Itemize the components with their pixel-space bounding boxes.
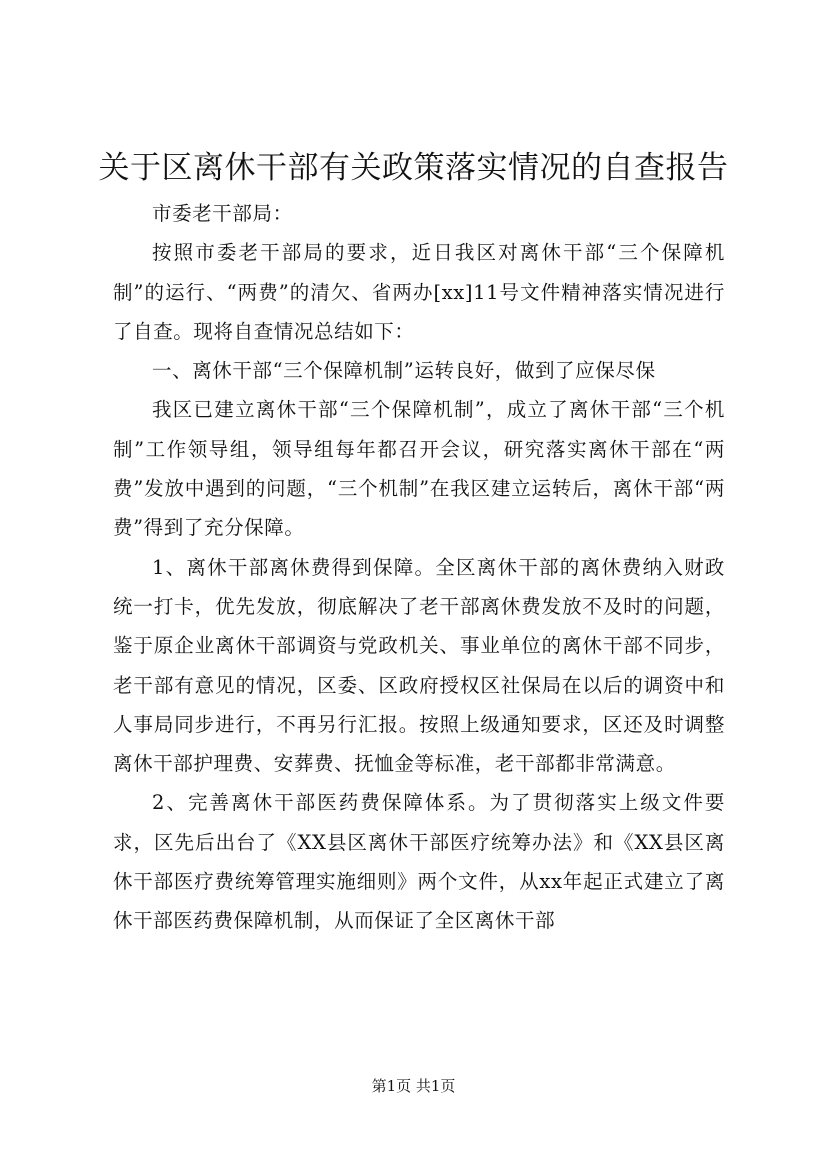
paragraph-mechanism: 我区已建立离休干部“三个保障机制”，成立了离休干部“三个机制”工作领导组，领导组每年都召开会议，研究落实离休干部在“两费”发放中遇到的问题，“三个机制”在我区建立运转后，离休干部“两费”得到了充分保障。	[113, 398, 725, 540]
paragraph-item-1: 1、离休干部离休费得到保障。全区离休干部的离休费纳入财政统一打卡，优先发放，彻底解决了老干部离休费发放不及时的问题，鉴于原企业离休干部调资与党政机关、事业单位的离休干部不同步，老干部有意见的情况，区委、区政府授权区社保局在以后的调资中和人事局同步进行，不再另行汇报。按照上级通知要求，区还及时调整离休干部护理费、安葬费、抚恤金等标准，老干部都非常满意。	[113, 555, 725, 776]
salutation: 市委老干部局：	[152, 202, 293, 225]
page-number-footer: 第1页 共1页	[371, 1077, 456, 1095]
document-title: 关于区离休干部有关政策落实情况的自查报告	[98, 150, 729, 186]
section-heading-1: 一、离休干部“三个保障机制”运转良好，做到了应保尽保	[152, 359, 656, 383]
paragraph-intro: 按照市委老干部局的要求，近日我区对离休干部“三个保障机制”的运行、“两费”的清欠、省两办[xx]11号文件精神落实情况进行了自查。现将自查情况总结如下：	[113, 241, 725, 343]
paragraph-item-2: 2、完善离休干部医药费保障体系。为了贯彻落实上级文件要求，区先后出台了《XX县区离休干部医疗统筹办法》和《XX县区离休干部医疗费统筹管理实施细则》两个文件，从xx年起正式建立了离休干部医药费保障机制，从而保证了全区离休干部	[113, 791, 725, 933]
document-body	[113, 194, 725, 941]
